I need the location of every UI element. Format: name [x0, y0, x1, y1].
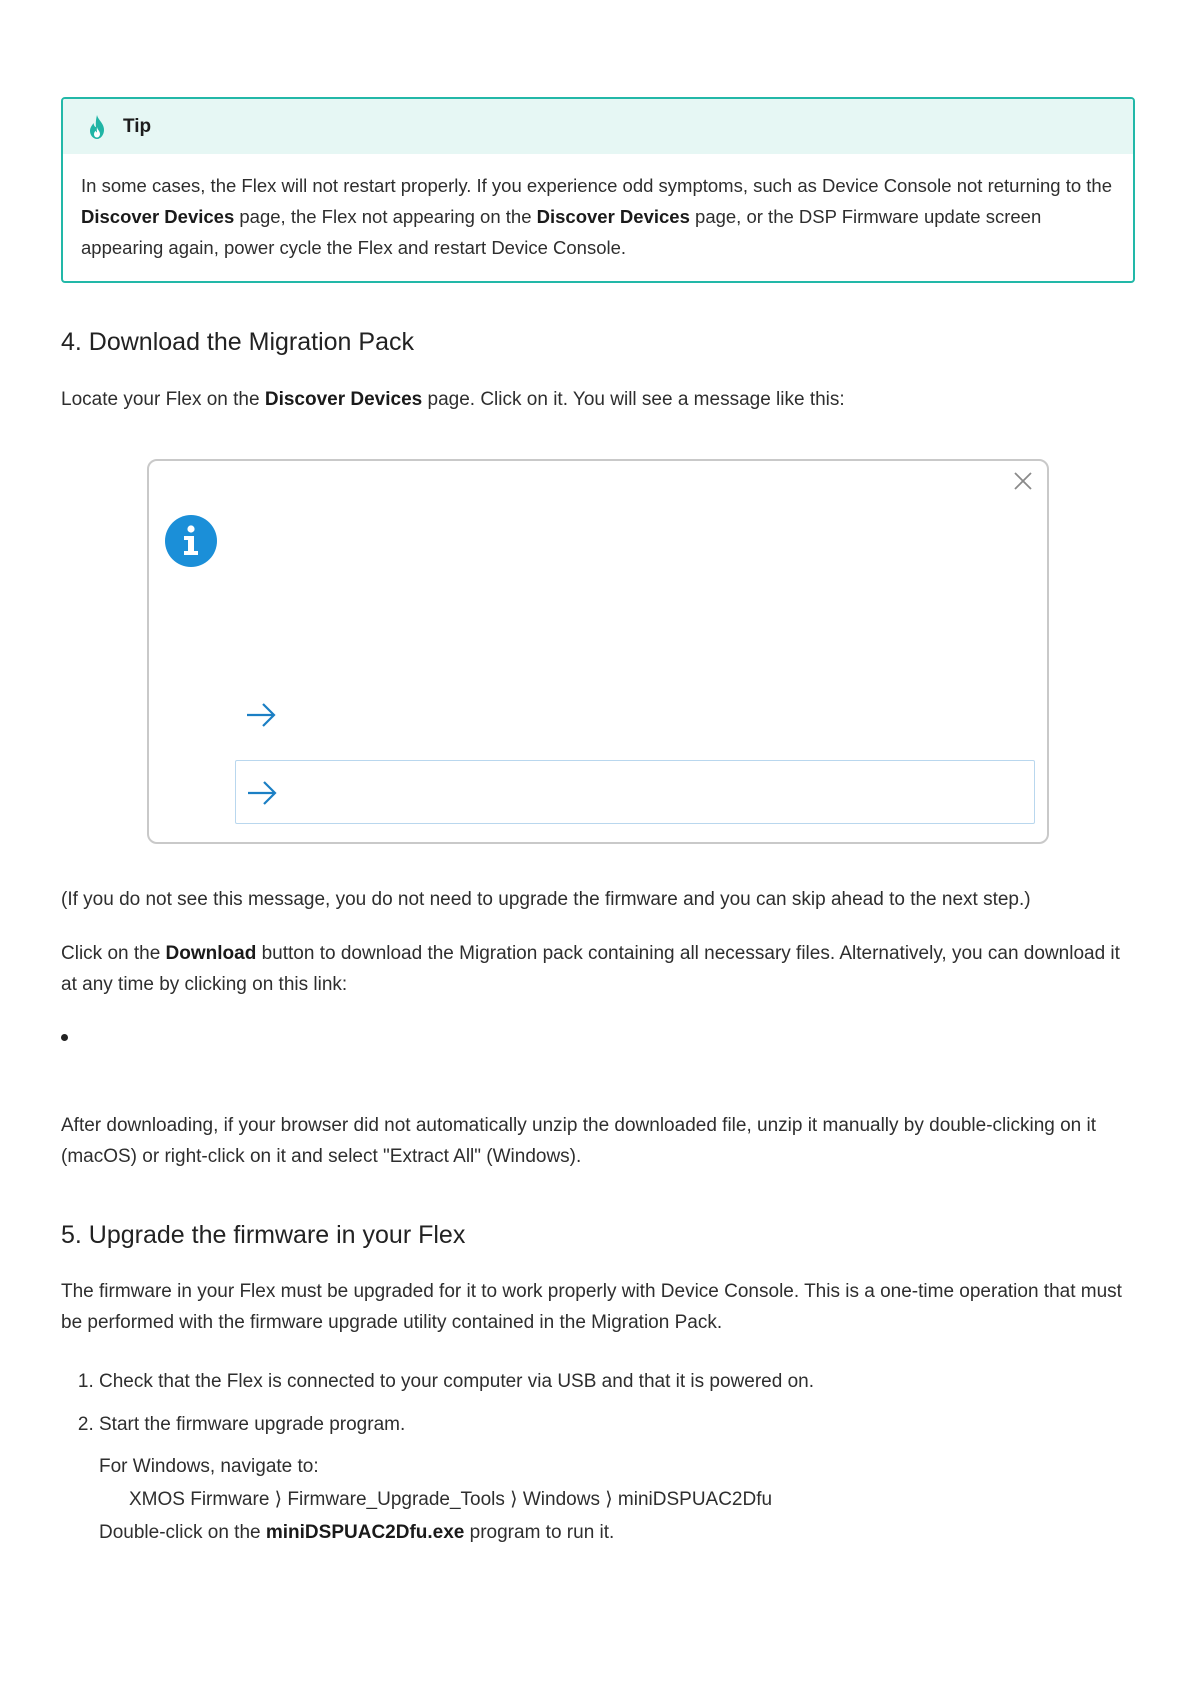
list-item [99, 1409, 814, 1549]
windows-label: For Windows, navigate to: [99, 1456, 319, 1477]
dialog-action-row-1[interactable] [235, 683, 1035, 747]
run-bold-exe: miniDSPUAC2Dfu.exe [265, 1522, 465, 1543]
link-list-bullet [61, 1034, 68, 1041]
run-text-1: Double-click on the [99, 1522, 266, 1543]
unzip-instructions: After downloading, if your browser did not automatically unzip the downloaded file, unzip it manually by double-clicking on it (macOS) or right-click on it and select "Extract All" (Windows). [61, 1115, 1097, 1167]
intro-bold-discover-devices: Discover Devices [264, 389, 423, 410]
windows-instructions [99, 1450, 814, 1549]
info-icon [164, 514, 218, 568]
windows-path: XMOS Firmware ⟩ Firmware_Upgrade_Tools ⟩ Windows ⟩ miniDSPUAC2Dfu [129, 1489, 773, 1510]
arrow-right-icon [246, 779, 278, 807]
run-instruction [99, 1516, 814, 1549]
tip-text-3: page, or the DSP Firmware update screen appearing again, power cycle the Flex and restart Device Console. [81, 206, 1042, 258]
tip-title: Tip [123, 115, 152, 137]
tip-bold-discover-devices-2: Discover Devices [536, 206, 690, 227]
download-text-1: Click on the [61, 943, 166, 964]
tip-text-1: In some cases, the Flex will not restart properly. If you experience odd symptoms, such as Device Console not returning to the [81, 175, 1113, 196]
tip-header [63, 99, 1133, 154]
section-5-heading: 5. Upgrade the firmware in your Flex [61, 1221, 466, 1249]
intro-text-1: Locate your Flex on the [61, 389, 265, 410]
migration-message-dialog [147, 459, 1049, 844]
download-text-2: button to download the Migration pack containing all necessary files. Alternatively, you can download it at any time by clicking on this link: [61, 943, 1120, 995]
section-4-heading: 4. Download the Migration Pack [61, 328, 414, 356]
tip-body [63, 154, 1133, 263]
run-text-2: program to run it. [464, 1522, 615, 1543]
flame-icon [85, 114, 109, 140]
download-instructions [61, 938, 1141, 1000]
download-bold: Download [165, 943, 257, 964]
tip-bold-discover-devices-1: Discover Devices [81, 206, 235, 227]
list-item [99, 1366, 814, 1397]
tip-callout [61, 97, 1135, 283]
step-1-text: Check that the Flex is connected to your computer via USB and that it is powered on. [99, 1371, 814, 1392]
dialog-action-row-2[interactable] [235, 760, 1035, 824]
tip-text-2: page, the Flex not appearing on the [234, 206, 537, 227]
section-4-intro [61, 384, 1141, 415]
skip-note: (If you do not see this message, you do not need to upgrade the firmware and you can skip ahead to the next step.) [61, 889, 1031, 910]
close-icon[interactable] [1011, 469, 1035, 493]
step-2-text: Start the firmware upgrade program. [99, 1414, 406, 1435]
arrow-right-icon [245, 701, 277, 729]
firmware-steps-list [61, 1366, 814, 1549]
intro-text-2: page. Click on it. You will see a message like this: [422, 389, 845, 410]
section-5-intro: The firmware in your Flex must be upgraded for it to work properly with Device Console. This is a one-time operation that must be performed with the firmware upgrade utility contained in the Migration Pack. [61, 1281, 1122, 1333]
